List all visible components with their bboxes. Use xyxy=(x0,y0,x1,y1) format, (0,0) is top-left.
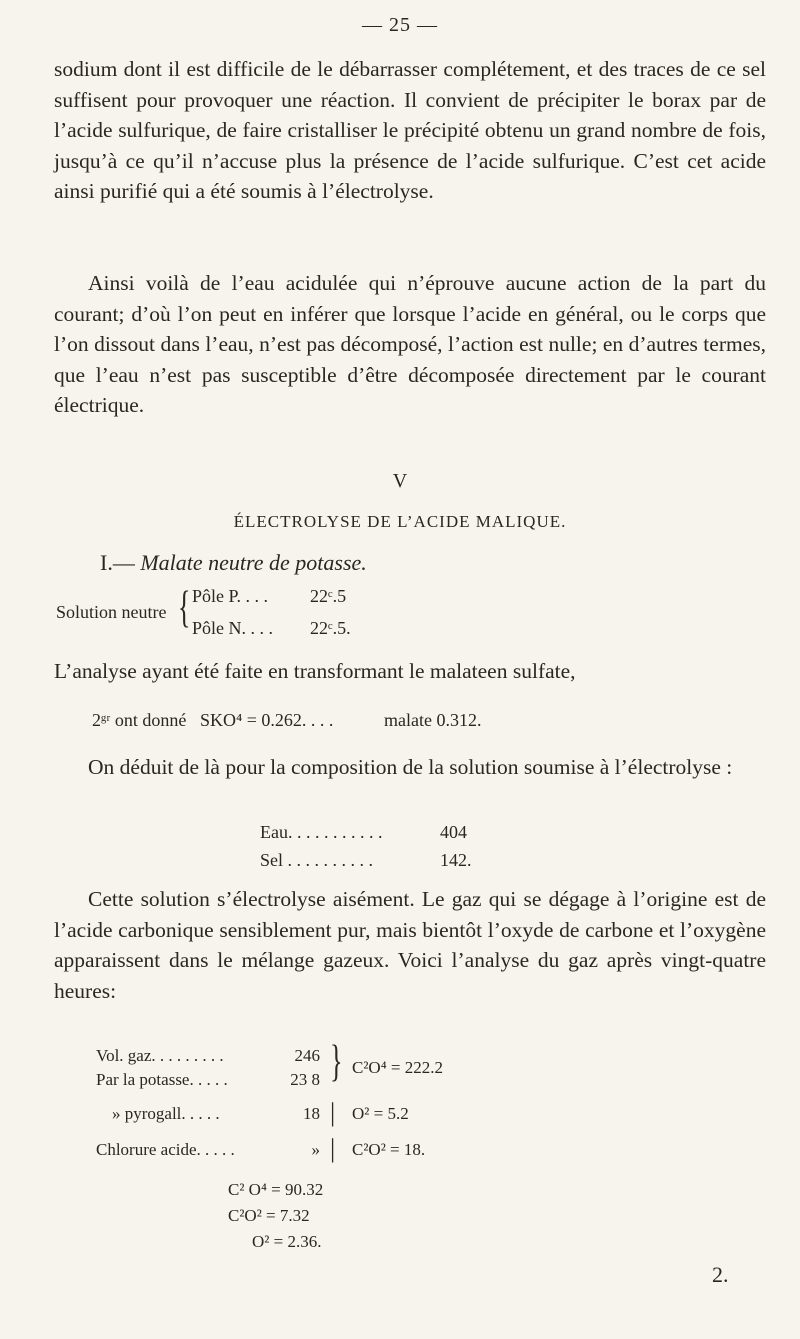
solution-label: Solution neutre xyxy=(56,602,167,622)
paragraph-1: sodium dont il est difficile de le débarrasser complétement, et des traces de ce sel suffisent pour provoquer une réaction. Il convient de précipiter le borax par de l’acide sulfurique, de faire cristalliser le précipité obtenu un grand nombre de fois, jusqu’à ce qu’il n’accuse plus la présence de l’acide sulfurique. C’est cet acide ainsi purifié qui a été soumis à l’électrolyse. xyxy=(54,57,766,203)
page-number: — 25 — xyxy=(362,14,438,36)
gas-row-label: Vol. gaz. . . . . . . . . xyxy=(96,1046,224,1065)
gas-result: C²O⁴ = 222.2 xyxy=(352,1058,443,1077)
analysis-prefix: 2ᵍʳ ont donné xyxy=(92,710,187,730)
composition-label: Sel . . . . . . . . . . xyxy=(260,850,374,870)
solution-row-value: 22ᶜ.5. xyxy=(310,618,351,638)
composition-label: Eau. . . . . . . . . . . xyxy=(260,822,383,842)
total-line: C²O² = 7.32 xyxy=(228,1206,310,1225)
composition-value: 404 xyxy=(440,822,467,842)
brace: | xyxy=(330,1134,336,1163)
gas-row-value: » xyxy=(311,1140,320,1159)
composition-value: 142. xyxy=(440,850,472,870)
paragraph-3: L’analyse ayant été faite en transformant le malateen sulfate, xyxy=(54,659,576,683)
analysis-formula: SKO⁴ = 0.262. . . . xyxy=(200,710,334,730)
gas-row-label: Par la potasse. . . . . xyxy=(96,1070,228,1089)
gas-row-label: Chlorure acide. . . . . xyxy=(96,1140,235,1159)
gas-row-label: » pyrogall. . . . . xyxy=(112,1104,220,1123)
section-title: ÉLECTROLYSE DE L’ACIDE MALIQUE. xyxy=(233,512,567,531)
subsection-number: I.— xyxy=(100,550,141,575)
paragraph-4: On déduit de là pour la composition de la solution soumise à l’électrolyse : xyxy=(88,755,733,779)
analysis-result: malate 0.312. xyxy=(384,710,482,730)
solution-row-value: 22ᶜ.5 xyxy=(310,586,347,606)
gas-result: C²O² = 18. xyxy=(352,1140,426,1159)
brace: | xyxy=(330,1098,336,1127)
gas-row-value: 18 xyxy=(303,1104,320,1123)
paragraph-5: Cette solution s’électrolyse aisément. Le gaz qui se dégage à l’origine est de l’acide carbonique sensiblement pur, mais bientôt l’oxyde de carbone et l’oxygène apparaissent dans le mélange gazeux. Voici l’analyse du gaz après vingt-quatre heures: xyxy=(54,887,766,1003)
gas-row-value: 23 8 xyxy=(290,1070,320,1089)
total-line: O² = 2.36. xyxy=(252,1232,322,1251)
subsection-title: Malate neutre de potasse. xyxy=(140,550,367,575)
paragraph-2: Ainsi voilà de l’eau acidulée qui n’éprouve aucune action de la part du courant; d’où l’on peut en inférer que lorsque l’acide en général, ou le corps que l’on dissout dans l’eau, n’est pas décomposé, l’action est nulle; en d’autres termes, que l’eau n’est pas susceptible d’être décomposée directement par le courant électrique. xyxy=(54,271,766,417)
subsection-heading xyxy=(100,550,367,576)
gas-result: O² = 5.2 xyxy=(352,1104,409,1123)
section-number: V xyxy=(392,470,408,492)
total-line: C² O⁴ = 90.32 xyxy=(228,1180,324,1199)
brace: { xyxy=(178,582,191,632)
brace: } xyxy=(330,1036,343,1086)
signature-mark: 2. xyxy=(712,1262,729,1287)
solution-row-label: Pôle N. . . . xyxy=(192,618,273,638)
solution-row-label: Pôle P. . . . xyxy=(192,586,269,606)
gas-row-value: 246 xyxy=(294,1046,320,1065)
